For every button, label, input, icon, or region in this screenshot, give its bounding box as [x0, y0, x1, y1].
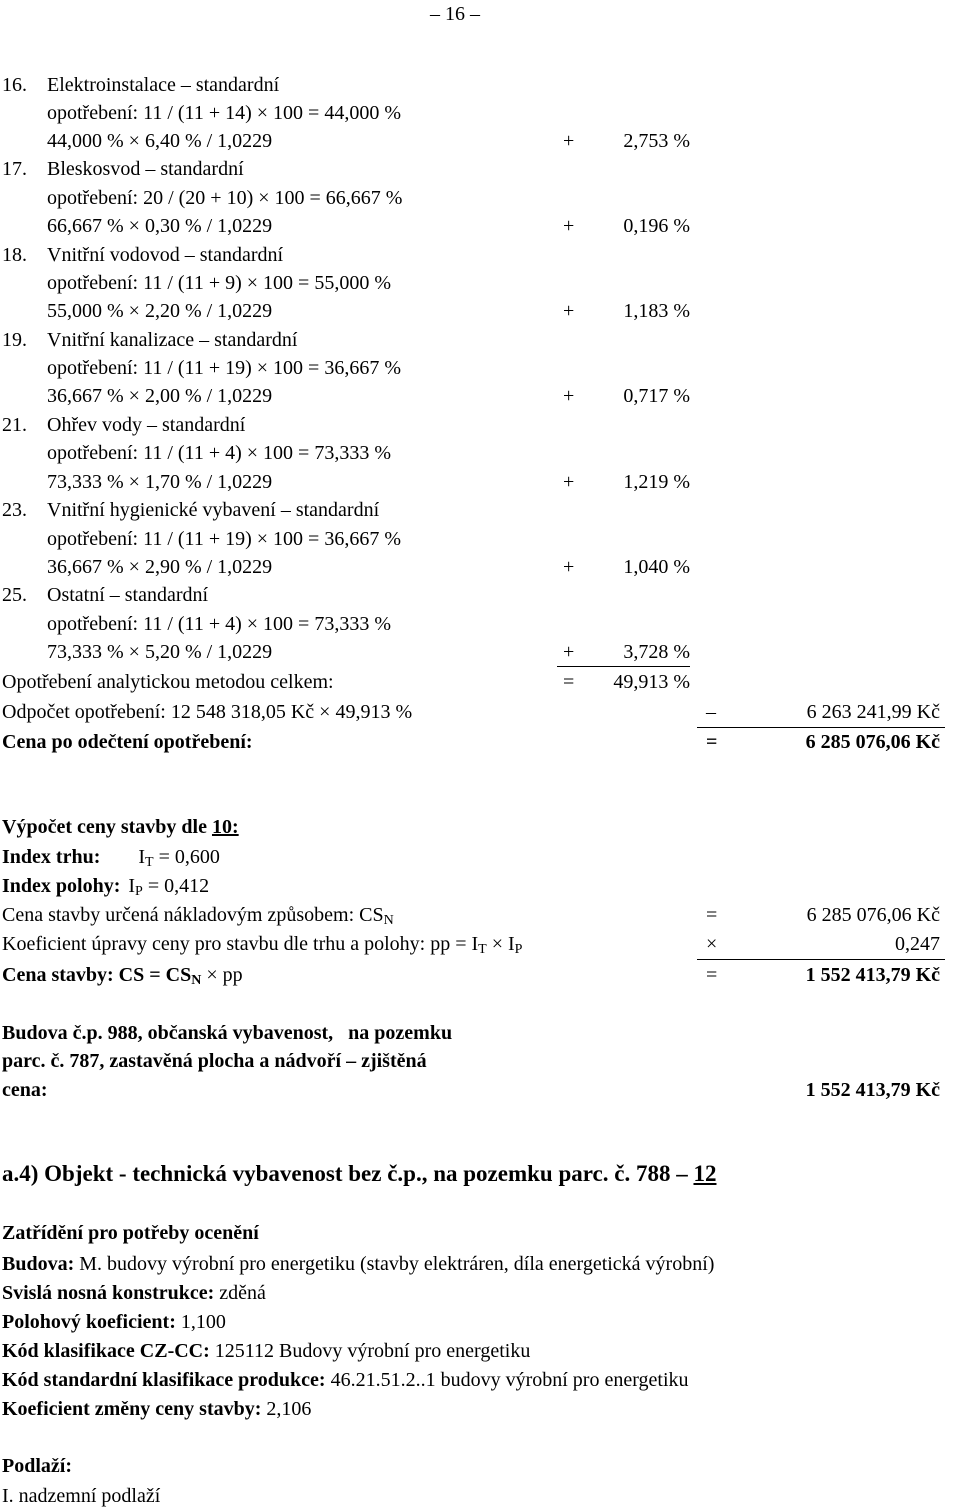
item-calc: 73,333 % × 1,70 % / 1,0229: [47, 471, 273, 493]
item-result: 2,753 %: [623, 130, 690, 152]
item-title: Ohřev vody – standardní: [47, 414, 246, 436]
item-wear: opotřebení: 11 / (11 + 4) × 100 = 73,333 %: [47, 442, 391, 464]
final-price-label: Cena stavby: CS = $CS_N$ × pp: [2, 964, 243, 988]
price-after-label: Cena po odečtení opotřebení:: [2, 731, 253, 753]
item-wear: opotřebení: 20 / (20 + 10) × 100 = 66,667 %: [47, 187, 403, 209]
summary-value: 1 552 413,79 Kč: [805, 1079, 940, 1101]
item-number: 25.: [2, 584, 27, 606]
item-calc: 36,667 % × 2,90 % / 1,0229: [47, 556, 273, 578]
item-calc: 36,667 % × 2,00 % / 1,0229: [47, 385, 273, 407]
item-result: 3,728 %: [623, 641, 690, 663]
item-result: 1,040 %: [623, 556, 690, 578]
cost-price-sign: =: [706, 904, 718, 926]
total-wear-label: Opotřebení analytickou metodou celkem:: [2, 671, 334, 693]
price-after-sign: =: [706, 731, 718, 753]
deduction-label: Odpočet opotřebení: 12 548 318,05 Kč × 49,913 %: [2, 701, 413, 723]
item-sign: +: [563, 385, 575, 407]
item-result: 0,717 %: [623, 385, 690, 407]
position-index: Index polohy: $I_P = 0,412$: [2, 875, 210, 899]
item-number: 17.: [2, 158, 27, 180]
item-number: 23.: [2, 499, 27, 521]
item-number: 16.: [2, 74, 27, 96]
price-after-value: 6 285 076,06 Kč: [805, 731, 940, 753]
summary-line-2: parc. č. 787, zastavěná plocha a nádvoří – zjištěná: [2, 1050, 427, 1072]
deduction-value: 6 263 241,99 Kč: [806, 701, 940, 723]
calc-heading: Výpočet ceny stavby dle 10:: [2, 816, 239, 838]
item-sign: +: [563, 300, 575, 322]
market-index: Index trhu: $I_T = 0,600$: [2, 846, 220, 870]
deduction-underline: [697, 727, 945, 728]
coef-label: Koeficient úpravy ceny pro stavbu dle trhu a polohy: pp = $I_T \times I_P$: [2, 933, 523, 957]
final-price-value: 1 552 413,79 Kč: [805, 964, 940, 986]
item-result: 0,196 %: [623, 215, 690, 237]
summary-line-3: cena:: [2, 1079, 48, 1101]
item-result: 1,183 %: [623, 300, 690, 322]
item-wear: opotřebení: 11 / (11 + 19) × 100 = 36,667 %: [47, 528, 401, 550]
item-title: Vnitřní kanalizace – standardní: [47, 329, 298, 351]
page-number: – 16 –: [430, 3, 480, 25]
item-title: Vnitřní vodovod – standardní: [47, 244, 284, 266]
deduction-sign: –: [706, 701, 716, 723]
item-title: Elektroinstalace – standardní: [47, 74, 280, 96]
classification-row: Svislá nosná konstrukce: zděná: [2, 1282, 266, 1304]
item-wear: opotřebení: 11 / (11 + 14) × 100 = 44,000 %: [47, 102, 401, 124]
classification-row: Kód klasifikace CZ-CC: 125112 Budovy výrobní pro energetiku: [2, 1340, 531, 1362]
total-wear-sign: =: [563, 671, 575, 693]
item-wear: opotřebení: 11 / (11 + 19) × 100 = 36,667 %: [47, 357, 401, 379]
item-number: 21.: [2, 414, 27, 436]
classification-heading: Zatřídění pro potřeby ocenění: [2, 1222, 259, 1244]
item-title: Ostatní – standardní: [47, 584, 209, 606]
floor-item: I. nadzemní podlaží: [2, 1485, 161, 1507]
item-number: 18.: [2, 244, 27, 266]
item-calc: 73,333 % × 5,20 % / 1,0229: [47, 641, 273, 663]
item-calc: 66,667 % × 0,30 % / 1,0229: [47, 215, 273, 237]
item-sign: +: [563, 556, 575, 578]
footnote-ref: 12: [693, 1161, 717, 1186]
item-title: Bleskosvod – standardní: [47, 158, 244, 180]
cost-price-value: 6 285 076,06 Kč: [806, 904, 940, 926]
summary-line-1: Budova č.p. 988, občanská vybavenost, na pozemku: [2, 1022, 453, 1044]
final-price-sign: =: [706, 964, 718, 986]
classification-row: Polohový koeficient: 1,100: [2, 1311, 226, 1333]
floors-heading: Podlaží:: [2, 1455, 72, 1477]
item-wear: opotřebení: 11 / (11 + 4) × 100 = 73,333 %: [47, 613, 391, 635]
item-wear: opotřebení: 11 / (11 + 9) × 100 = 55,000 %: [47, 272, 391, 294]
item-number: 19.: [2, 329, 27, 351]
coef-value: 0,247: [895, 933, 940, 955]
item-sign: +: [563, 215, 575, 237]
coef-underline: [697, 959, 945, 960]
classification-row: Kód standardní klasifikace produkce: 46.21.51.2..1 budovy výrobní pro energetiku: [2, 1369, 689, 1391]
item-sign: +: [563, 641, 575, 663]
footnote-ref: 10:: [211, 816, 239, 838]
item-result: 1,219 %: [623, 471, 690, 493]
classification-row: Koeficient změny ceny stavby: 2,106: [2, 1398, 312, 1420]
item-calc: 55,000 % × 2,20 % / 1,0229: [47, 300, 273, 322]
item-sign: +: [563, 130, 575, 152]
total-wear-value: 49,913 %: [613, 671, 690, 693]
object-heading: a.4) Objekt - technická vybavenost bez č.p., na pozemku parc. č. 788 – 12: [2, 1161, 717, 1186]
cost-price-label: Cena stavby určená nákladovým způsobem: $CS_N$: [2, 904, 394, 928]
classification-row: Budova: M. budovy výrobní pro energetiku (stavby elektráren, díla energetická výrobní): [2, 1253, 715, 1275]
coef-sign: ×: [706, 933, 718, 955]
item-calc: 44,000 % × 6,40 % / 1,0229: [47, 130, 273, 152]
item-sign: +: [563, 471, 575, 493]
item-title: Vnitřní hygienické vybavení – standardní: [47, 499, 380, 521]
sum-underline: [557, 666, 690, 667]
